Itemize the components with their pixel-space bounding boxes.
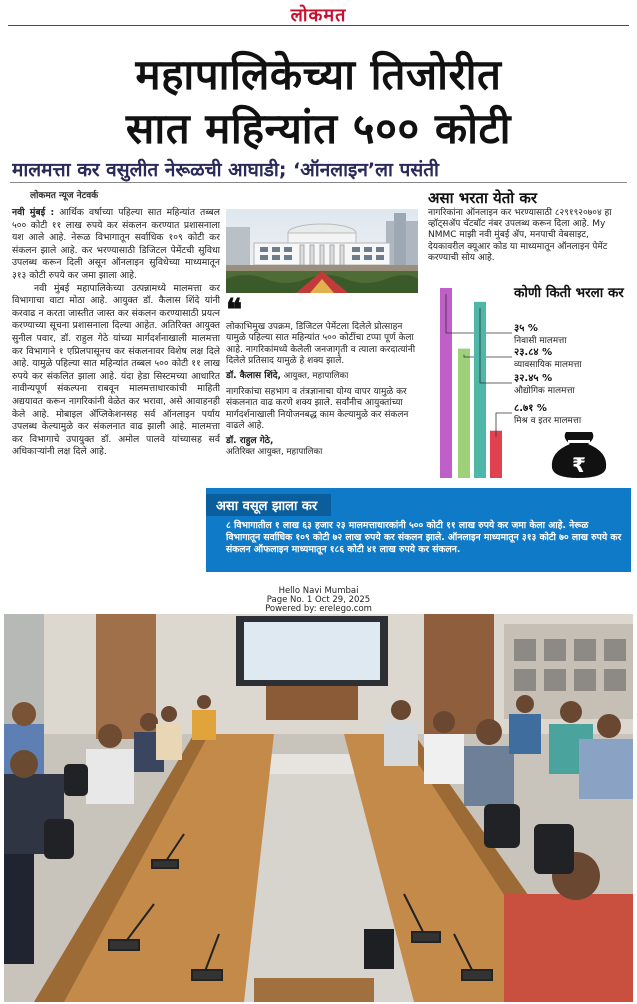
article-paragraph-1: नवी मुंबई : आर्थिक वर्षाच्या पहिल्या सात महिन्यांत तब्बल ५०० कोटी ११ लाख रुपये कर संकलन करण्यात प्रशासनाला यश आले आहे. नेरूळ विभागातून सर्वाधिक १०९ कोटी कर संकलन झाले आहे. कर भरण्यासाठी डिजिटल पेमेंटची सुविधा उपलब्ध करून दिली असून ऑनलाइन सुविधेच्या माध्यमातून ३१३ कोटी रुपये कर जमा झाला आहे. <box>12 207 220 281</box>
chart-value-label-4: ८.७१ % <box>514 403 547 414</box>
chart-value-label-1: ३५ % <box>514 323 538 334</box>
footer-edition: Hello Navi Mumbai <box>278 586 359 596</box>
collection-box <box>206 488 631 572</box>
quote-1-text: लोकाभिमुख उपक्रम, डिजिटल पेमेंटला दिलेले प्रोत्साहन यामुळे पहिल्या सात महिन्यांत ५०० कोटींचा टप्पा पूर्ण केला आहे. नागरिकांमध्ये केलेली जनजागृती व त्याला करदात्यांनी दिलेले प्रतिसाद यामुळे हे शक्य झाले. <box>226 322 416 367</box>
chart-category-label-3: औद्योगिक मालमत्ता <box>514 386 575 396</box>
quotes-section <box>226 293 420 463</box>
chart-bar-4 <box>490 431 502 478</box>
subhead-divider <box>10 182 627 183</box>
chart-category-label-4: मिश्र व इतर मालमत्ता <box>514 416 582 426</box>
chart-title: कोणी किती भरला कर <box>514 285 624 301</box>
byline: लोकमत न्यूज नेटवर्क <box>30 191 99 201</box>
article-body <box>12 207 220 459</box>
dateline: नवी मुंबई : <box>12 207 55 218</box>
subheadline: मालमत्ता कर वसुलीत नेरूळची आघाडी; ‘ऑनलाइन’ला पसंती <box>12 159 439 181</box>
quote-2-text: नागरिकांचा सहभाग व तंत्रज्ञानाचा योग्य वापर यामुळे कर संकलनात वाढ करणे शक्य झाले. सर्वांनीच आयुक्तांच्या मार्गदर्शनाखाली नियोजनबद्ध काम केल्यामुळे कर संकलन वाढले आहे. <box>226 387 409 432</box>
masthead <box>0 0 637 28</box>
chart-connector-2 <box>464 355 512 357</box>
meeting-photo <box>4 614 633 1002</box>
article-paragraph-2: नवी मुंबई महापालिकेच्या उत्पन्नामध्ये मालमत्ता कर विभागाचा वाटा मोठा आहे. आयुक्त डॉ. कैलास शिंदे यांनी करवाढ न करता जास्तीत जास्त कर संकलन करण्यासाठी प्रयत्न करण्याच्या सूचना प्रशासनाला दिल्या आहेत. अतिरिक्त आयुक्त सुनील पवार, डॉ. राहुल गेठे यांच्या मार्गदर्शनाखाली मालमत्ता कर विभागाने १ एप्रिलपासूनच कर संकलनावर विशेष लक्ष दिले आहे. यामुळे पहिल्या सात महिन्यांत तब्बल ५०० कोटी ११ लाख रुपये कर संकलित झाला आहे. यंदा हेडा सिस्टमच्या आधारित नावीन्यपूर्ण संकल्पना राबवून मालमत्ताधारकांची माहिती अद्ययावत करून नागरिकांनी वेळेत कर भरावा, असे आवाहनही केले आहे. मोबाइल ॲप्लिकेशनसह सर्व ऑनलाइन पर्याय उपलब्ध केल्यामुळे कर संकलनात वाढ झाली आहे. मालमत्ता कर विभागाचे उपायुक्त डॉ. अमोल पालवे यांच्यासह सर्व अधिकाऱ्यांनी लक्ष दिले आहे. <box>12 282 220 458</box>
hq-building-photo <box>226 209 418 293</box>
sidebar-title: असा भरता येतो कर <box>428 189 538 207</box>
svg-text:₹: ₹ <box>572 453 586 477</box>
money-bag-icon <box>552 432 606 478</box>
newspaper-logo: लोकमत <box>290 5 347 26</box>
chart-bar-2 <box>458 349 470 478</box>
chart-value-label-2: २३.८४ % <box>514 347 553 358</box>
headline-line-1: महापालिकेच्या तिजोरीत <box>135 50 502 99</box>
headline-line-2: सात महिन्यांत ५०० कोटी <box>125 104 512 153</box>
footer-powered: Powered by: erelego.com <box>265 604 372 614</box>
quote-1-signature: डॉ. कैलास शिंदे, आयुक्त, महापालिका <box>226 370 349 381</box>
masthead-rule <box>8 25 629 26</box>
chart-category-label-2: व्यावसायिक मालमत्ता <box>514 360 582 370</box>
collection-box-text: ८ विभागातील १ लाख ६३ हजार २३ मालमत्ताधारकांनी ५०० कोटी ११ लाख रुपये कर जमा केला आहे. नेरूळ विभागातून सर्वाधिक १०९ कोटी ७२ लाख रुपये कर संकलन झाले. ऑनलाइन माध्यमातून ३१३ कोटी ७० लाख रुपये कर संकलन ऑफलाइन माध्यमातून १८६ कोटी ४१ लाख रुपये कर संकलन. <box>226 520 622 555</box>
sidebar-text: नागरिकांना ऑनलाइन कर भरण्यासाठी ८२९१९२०७०४ हा व्हॉट्सॲप चॅटबॉट नंबर उपलब्ध करून दिला आहे. My NMMC माझी नवी मुंबई ॲप, मनपाची वेबसाइट, देयकावरील क्यूआर कोड या माध्यमातून ऑनलाइन पेमेंट करण्याची सोय आहे. <box>428 208 612 263</box>
quote-mark-icon: ❝ <box>226 293 243 328</box>
quote-2-signature: डॉ. राहुल गेठे, अतिरिक्त आयुक्त, महापालिका <box>226 435 323 458</box>
collection-box-title: असा वसूल झाला कर <box>206 494 331 516</box>
tax-share-chart <box>428 282 632 480</box>
footer-page: Page No. 1 Oct 29, 2025 <box>266 595 371 605</box>
chart-category-label-1: निवासी मालमत्ता <box>514 336 567 346</box>
chart-value-label-3: ३२.४५ % <box>514 373 553 384</box>
